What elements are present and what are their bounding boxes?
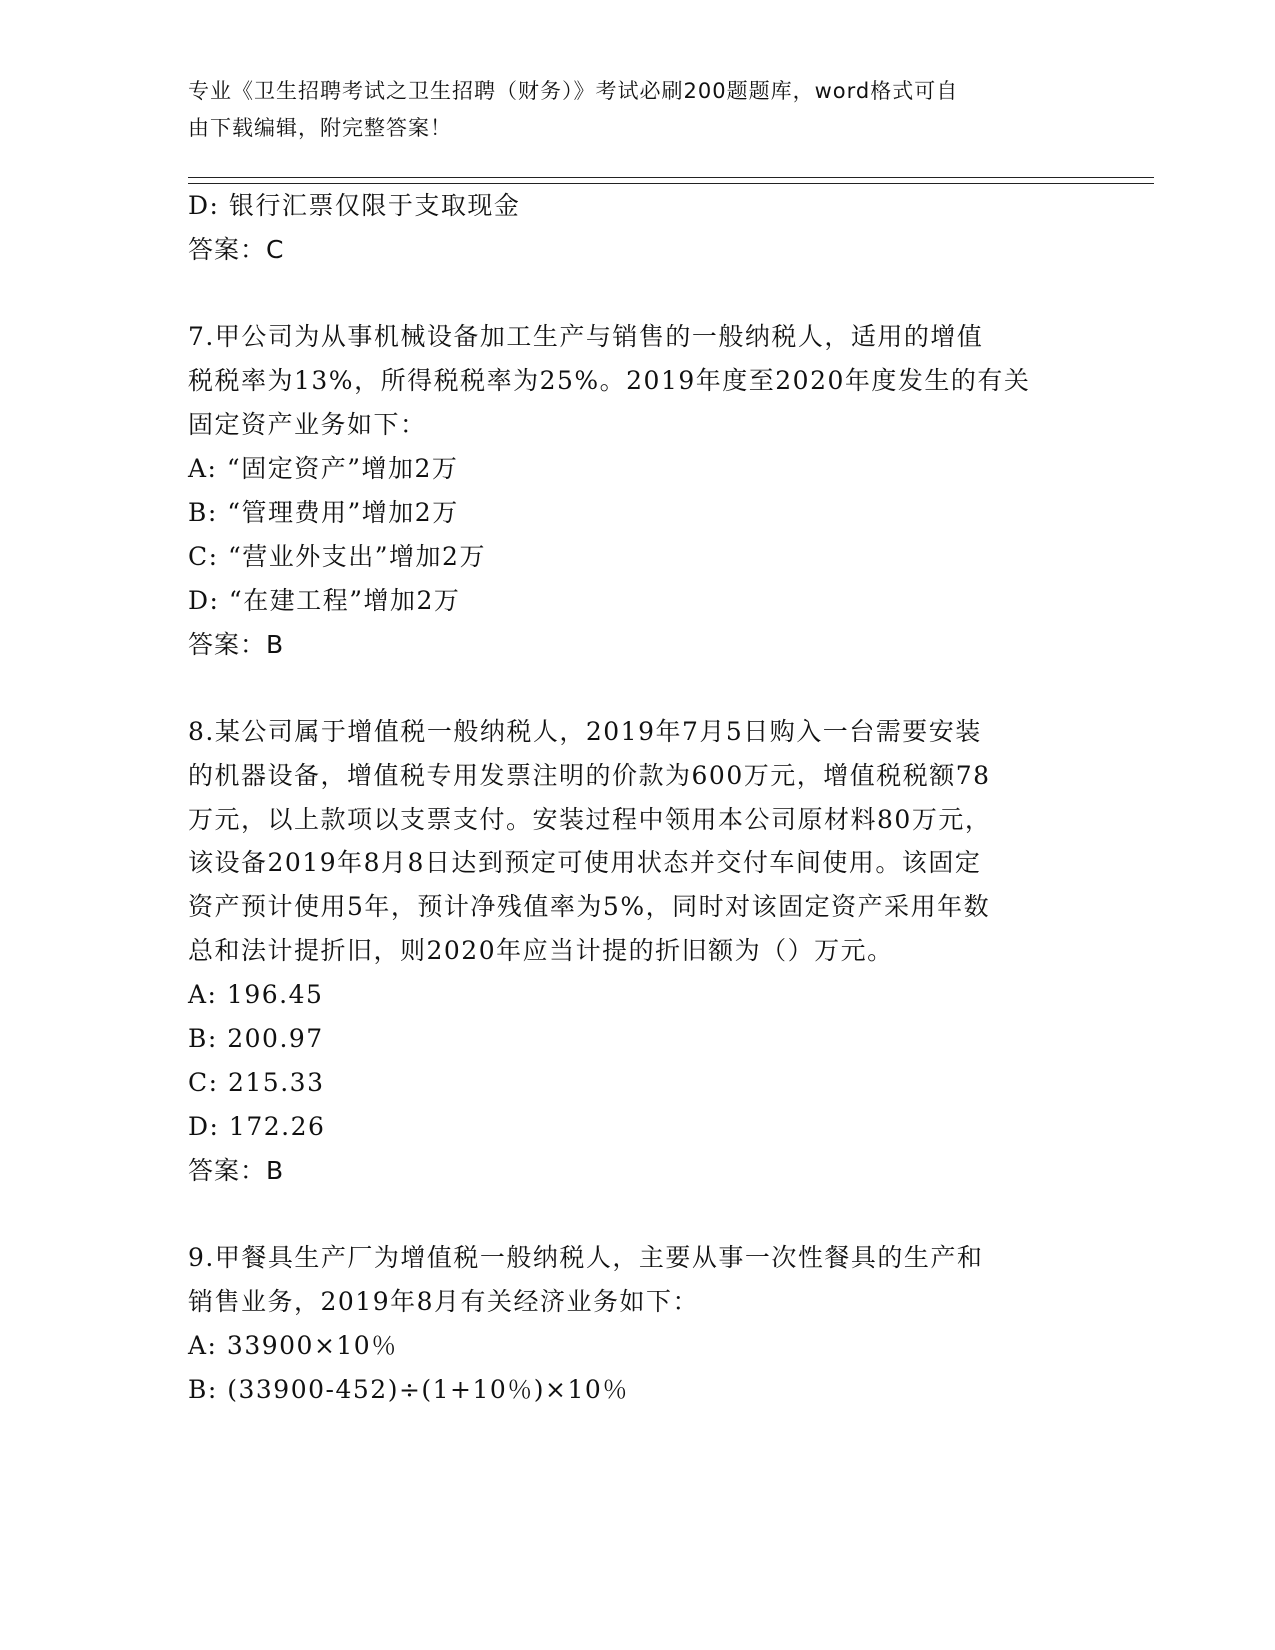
q8-stem-line-6: 总和法计提折旧，则2020年应当计提的折旧额为（）万元。 xyxy=(188,936,894,965)
q8-option-b: B: 200.97 xyxy=(188,1024,324,1053)
q8-option-c: C: 215.33 xyxy=(188,1068,325,1097)
q7-answer: 答案：B xyxy=(188,630,285,659)
q8-stem-line-1: 8.某公司属于增值税一般纳税人，2019年7月5日购入一台需要安装 xyxy=(188,717,982,746)
q7-option-a: A: “固定资产”增加2万 xyxy=(188,454,459,483)
q8-answer: 答案：B xyxy=(188,1156,285,1185)
q7-stem-line-3: 固定资产业务如下： xyxy=(188,410,427,439)
header-divider-top xyxy=(188,177,1154,178)
q7-option-c: C: “营业外支出”增加2万 xyxy=(188,542,486,571)
q8-option-a: A: 196.45 xyxy=(188,980,324,1009)
prev-answer: 答案：C xyxy=(188,235,285,264)
q7-option-b: B: “管理费用”增加2万 xyxy=(188,498,459,527)
prev-option-d: D: 银行汇票仅限于支取现金 xyxy=(188,191,521,220)
document-header xyxy=(188,73,1068,147)
q7-stem-line-2: 税税率为13%，所得税税率为25%。2019年度至2020年度发生的有关 xyxy=(188,366,1031,395)
q9-option-a: A: 33900×10％ xyxy=(188,1331,398,1360)
q9-option-b: B: (33900-452)÷(1+10％)×10％ xyxy=(188,1375,629,1404)
q8-stem-line-4: 该设备2019年8月8日达到预定可使用状态并交付车间使用。该固定 xyxy=(188,848,982,877)
header-line-1: 专业《卫生招聘考试之卫生招聘（财务）》考试必刷200题题库，word格式可自 xyxy=(188,79,959,103)
q9-stem-line-2: 销售业务，2019年8月有关经济业务如下： xyxy=(188,1287,700,1316)
q7-stem-line-1: 7.甲公司为从事机械设备加工生产与销售的一般纳税人，适用的增值 xyxy=(188,322,984,351)
q8-option-d: D: 172.26 xyxy=(188,1112,326,1141)
q9-stem-line-1: 9.甲餐具生产厂为增值税一般纳税人，主要从事一次性餐具的生产和 xyxy=(188,1243,984,1272)
q8-stem-line-5: 资产预计使用5年，预计净残值率为5%，同时对该固定资产采用年数 xyxy=(188,892,991,921)
header-divider-bottom xyxy=(188,183,1154,184)
q8-stem-line-3: 万元，以上款项以支票支付。安装过程中领用本公司原材料80万元， xyxy=(188,805,992,834)
q7-option-d: D: “在建工程”增加2万 xyxy=(188,586,461,615)
q8-stem-line-2: 的机器设备，增值税专用发票注明的价款为600万元，增值税税额78 xyxy=(188,761,991,790)
header-line-2: 由下载编辑，附完整答案！ xyxy=(188,116,452,140)
